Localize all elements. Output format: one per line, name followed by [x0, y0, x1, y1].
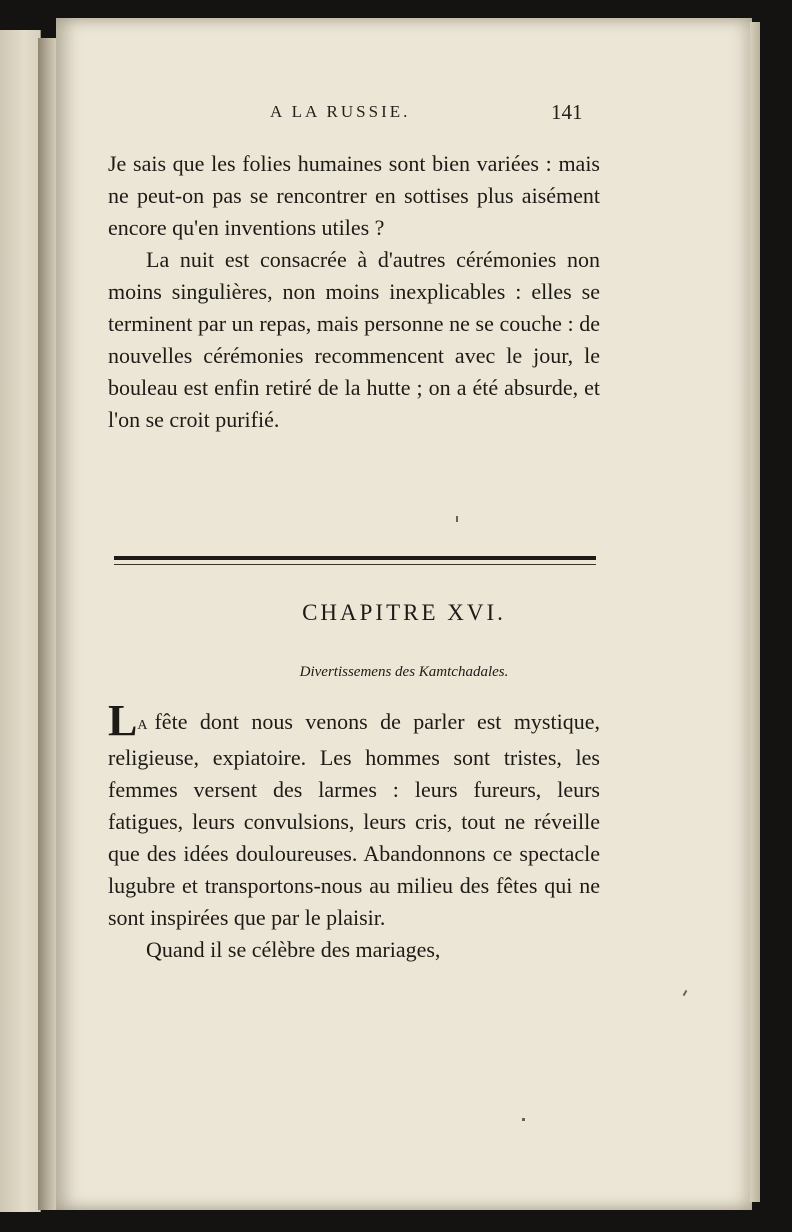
paragraph: La nuit est consacrée à d'autres cérémonies non moins singulières, non moins inexplicables : elles se terminent par un repas, mais personne ne se couche : de nouvelles cérémonies recommencent avec le jour, le bouleau est enfin retiré de la hutte ; on a été absurde, et l'on se croit purifié. — [108, 247, 600, 432]
running-head: A LA RUSSIE. — [270, 102, 411, 121]
chapter-title: CHAPITRE XVI. — [302, 600, 506, 625]
paragraph: Je sais que les folies humaines sont bien variées : mais ne peut-on pas se rencontrer en sottises plus aisément encore qu'en inventions utiles ? — [108, 151, 600, 240]
opening-paragraph — [108, 696, 600, 934]
small-capital: A — [137, 718, 149, 733]
text-block-top — [108, 148, 600, 436]
ink-speck — [522, 1118, 525, 1121]
opening-text: fête dont nous venons de parler est mystique, religieuse, expiatoire. Les hommes sont tristes, les femmes versent des larmes : leurs fureurs, leurs fatigues, leurs convulsions, leurs cris, tout ne réveille que des idées douloureuses. Abandonnons ce spectacle lugubre et transportons-nous au milieu des fêtes qui ne sont inspirées que par le plaisir. — [108, 709, 600, 930]
drop-capital: L — [108, 696, 138, 745]
chapter-divider-rule — [114, 556, 596, 565]
paragraph: Quand il se célèbre des mariages, — [146, 937, 441, 962]
page-number: 141 — [551, 100, 583, 124]
text-block-chapter — [108, 696, 600, 966]
ink-speck — [456, 516, 458, 522]
chapter-subtitle: Divertissemens des Kamtchadales. — [299, 664, 509, 680]
